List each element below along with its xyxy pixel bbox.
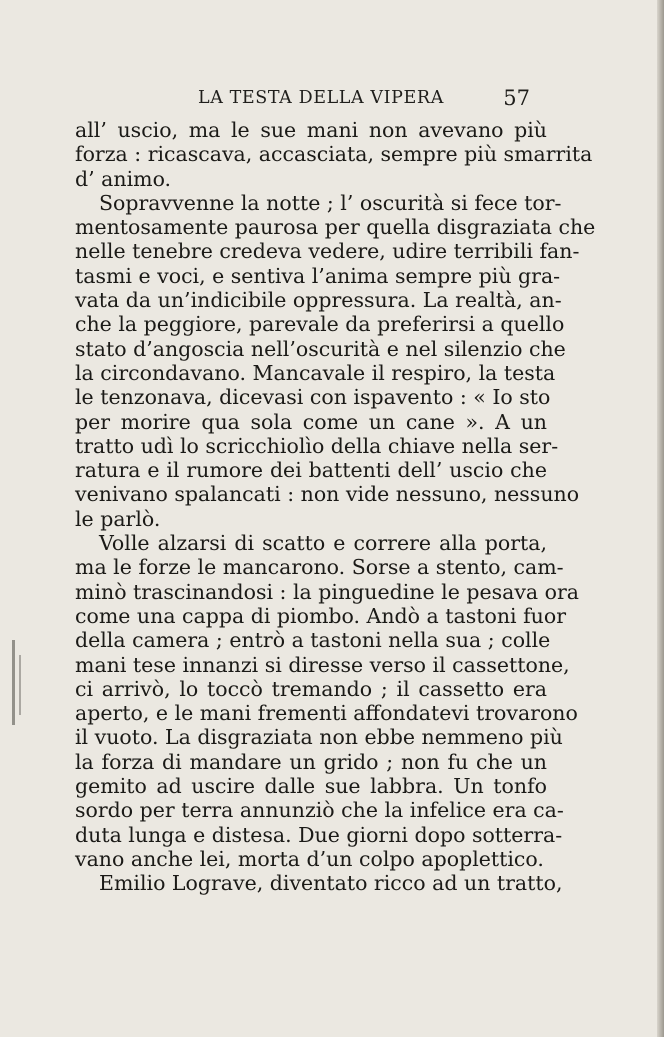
text-line: nelle tenebre credeva vedere, udire terribili fan- <box>75 239 580 264</box>
text-line: stato d’angoscia nell’oscurità e nel silenzio che <box>75 336 566 361</box>
text-line: venivano spalancati : non vide nessuno, nessuno <box>75 482 580 507</box>
text-line: le tenzonava, dicevasi con ispavento : « Io sto <box>75 385 551 410</box>
text-line: della camera ; entrò a tastoni nella sua ; colle <box>75 628 551 653</box>
text-line: gemito ad uscire dalle sue labbra. Un tonfo <box>75 774 547 799</box>
text-line: ci arrivò, lo toccò tremando ; il cassetto era <box>75 676 547 701</box>
text-line: la circondavano. Mancavale il respiro, la testa <box>75 360 556 385</box>
page-edge-shadow <box>657 0 664 1037</box>
page-number: 57 <box>503 86 530 110</box>
text-line: d’ animo. <box>75 166 172 191</box>
text-line: vata da un’indicibile oppressura. La realtà, an- <box>75 288 562 313</box>
text-line: vano anche lei, morta d’un colpo apoplettico. <box>75 846 544 871</box>
text-line: ma le forze le mancarono. Sorse a stento, cam- <box>75 555 564 580</box>
text-line: tratto udì lo scricchiolìo della chiave nella ser- <box>75 433 559 458</box>
text-line: mentosamente paurosa per quella disgraziata che <box>75 215 596 240</box>
text-line: per morire qua sola come un cane ». A un <box>75 409 547 434</box>
text-line: Sopravvenne la notte ; l’ oscurità si fece tor- <box>99 190 562 215</box>
text-line: minò trascinandosi : la pinguedine le pesava ora <box>75 579 580 604</box>
text-line: Emilio Lograve, diventato ricco ad un tratto, <box>99 871 563 896</box>
text-line: sordo per terra annunziò che la infelice era ca- <box>75 798 564 823</box>
text-line: duta lunga e distesa. Due giorni dopo sotterra- <box>75 822 563 847</box>
text-line: ratura e il rumore dei battenti dell’ uscio che <box>75 458 547 483</box>
page-header <box>198 88 530 112</box>
text-line: forza : ricascava, accasciata, sempre più smarrita <box>75 142 593 167</box>
text-line: Volle alzarsi di scatto e correre alla porta, <box>99 531 547 556</box>
text-line: tasmi e voci, e sentiva l’anima sempre più gra- <box>75 263 561 288</box>
text-line: aperto, e le mani frementi affondatevi trovarono <box>75 701 578 726</box>
text-line: all’ uscio, ma le sue mani non avevano più <box>75 118 547 142</box>
running-title: LA TESTA DELLA VIPERA <box>198 88 444 108</box>
text-line: mani tese innanzi si diresse verso il cassettone, <box>75 652 570 677</box>
binding-mark-secondary <box>19 655 21 715</box>
text-line: le parlò. <box>75 506 161 531</box>
text-line: la forza di mandare un grido ; non fu che un <box>75 749 547 774</box>
body-text <box>75 118 596 896</box>
text-line: che la peggiore, parevale da preferirsi a quello <box>75 312 565 337</box>
text-line: il vuoto. La disgraziata non ebbe nemmeno più <box>75 725 563 750</box>
text-line: come una cappa di piombo. Andò a tastoni fuor <box>75 603 567 628</box>
binding-mark <box>12 640 15 725</box>
